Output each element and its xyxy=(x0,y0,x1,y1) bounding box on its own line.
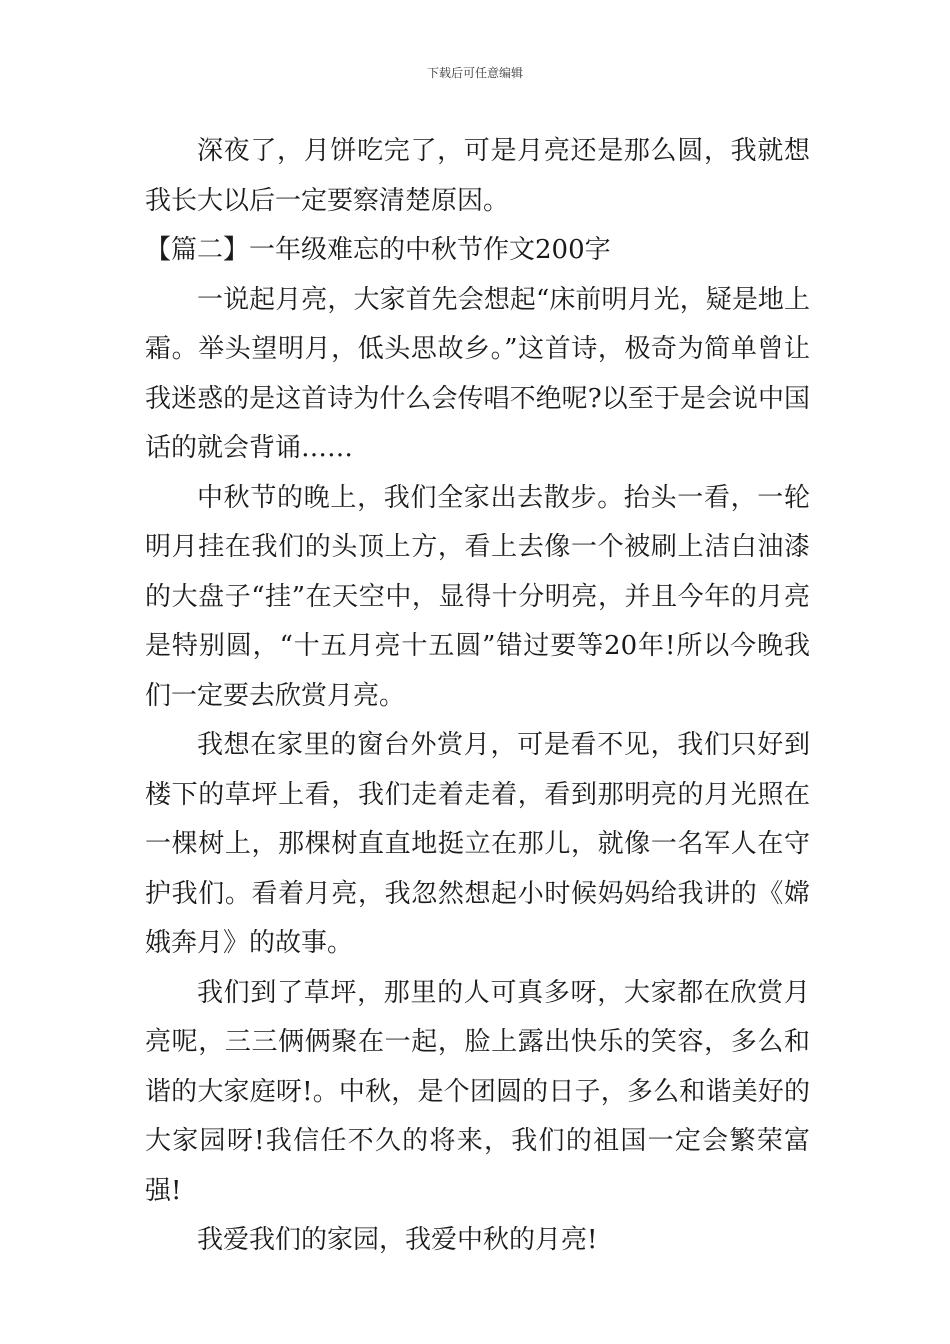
paragraph-5: 我们到了草坪，那里的人可真多呀，大家都在欣赏月亮呢，三三俩俩聚在一起，脸上露出快乐的笑容，多么和谐的大家庭呀!。中秋，是个团圆的日子，多么和谐美好的大家园呀!我信任不久的将来，我们的祖国一定会繁荣富强! xyxy=(145,977,810,1206)
section-heading: 【篇二】一年级难忘的中秋节作文200字 xyxy=(145,235,611,265)
paragraph-3: 中秋节的晚上，我们全家出去散步。抬头一看，一轮明月挂在我们的头顶上方，看上去像一个被刷上洁白油漆的大盘子“挂”在天空中，显得十分明亮，并且今年的月亮是特别圆，“十五月亮十五圆”错过要等20年!所以今晚我们一定要去欣赏月亮。 xyxy=(145,482,810,711)
document-body xyxy=(145,127,810,1266)
paragraph-2: 一说起月亮，大家首先会想起“床前明月光，疑是地上霜。举头望明月，低头思故乡。”这首诗，极奇为简单曾让我迷惑的是这首诗为什么会传唱不绝呢?以至于是会说中国话的就会背诵…… xyxy=(145,284,810,463)
page-header: 下载后可任意编辑 xyxy=(426,66,523,80)
paragraph-4: 我想在家里的窗台外赏月，可是看不见，我们只好到楼下的草坪上看，我们走着走着，看到那明亮的月光照在一棵树上，那棵树直直地挺立在那儿，就像一名军人在守护我们。看着月亮，我忽然想起小时候妈妈给我讲的《嫦娥奔月》的故事。 xyxy=(145,730,810,958)
paragraph-1: 深夜了，月饼吃完了，可是月亮还是那么圆，我就想我长大以后一定要察清楚原因。 xyxy=(145,136,810,216)
paragraph-6: 我爱我们的家园，我爱中秋的月亮! xyxy=(197,1225,598,1255)
